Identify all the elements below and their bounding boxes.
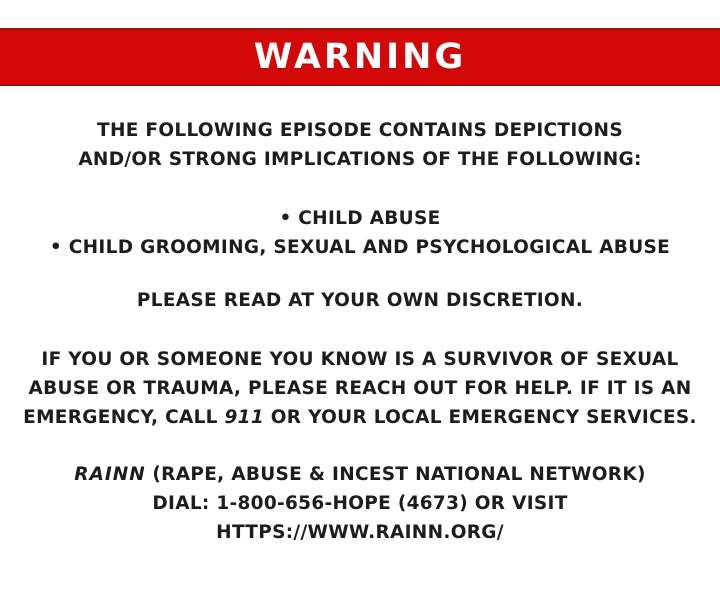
bullet-grooming-abuse: • CHILD GROOMING, SEXUAL AND PSYCHOLOGICAL ABUSE	[49, 237, 671, 258]
help-line-3-pre: EMERGENCY, CALL	[23, 407, 225, 428]
emergency-number: 911	[224, 407, 265, 428]
content-warning-card	[0, 28, 720, 591]
intro-line-1: THE FOLLOWING EPISODE CONTAINS DEPICTIONS	[97, 120, 623, 141]
warning-banner	[0, 28, 720, 86]
warning-body	[0, 86, 720, 547]
discretion-note: PLEASE READ AT YOUR OWN DISCRETION.	[136, 290, 584, 311]
help-line-3	[10, 403, 710, 432]
intro-paragraph	[10, 116, 710, 174]
help-line-3-post: OR YOUR LOCAL EMERGENCY SERVICES.	[264, 407, 697, 428]
rainn-expansion: (RAPE, ABUSE & INCEST NATIONAL NETWORK)	[145, 464, 646, 485]
help-paragraph	[10, 345, 710, 432]
bullet-child-abuse: • CHILD ABUSE	[279, 208, 441, 229]
rainn-contact-line: DIAL: 1-800-656-HOPE (4673) OR VISIT HTTPS://WWW.RAINN.ORG/	[152, 493, 568, 543]
rainn-line	[10, 460, 710, 489]
rainn-paragraph	[10, 460, 710, 547]
help-line-2: ABUSE OR TRAUMA, PLEASE REACH OUT FOR HELP. IF IT IS AN	[28, 378, 692, 399]
help-line-1: IF YOU OR SOMEONE YOU KNOW IS A SURVIVOR OF SEXUAL	[41, 349, 679, 370]
content-warning-list	[10, 204, 710, 262]
rainn-name: RAINN	[74, 464, 146, 485]
intro-line-2: AND/OR STRONG IMPLICATIONS OF THE FOLLOWING:	[78, 149, 642, 170]
warning-title: WARNING	[253, 37, 467, 77]
